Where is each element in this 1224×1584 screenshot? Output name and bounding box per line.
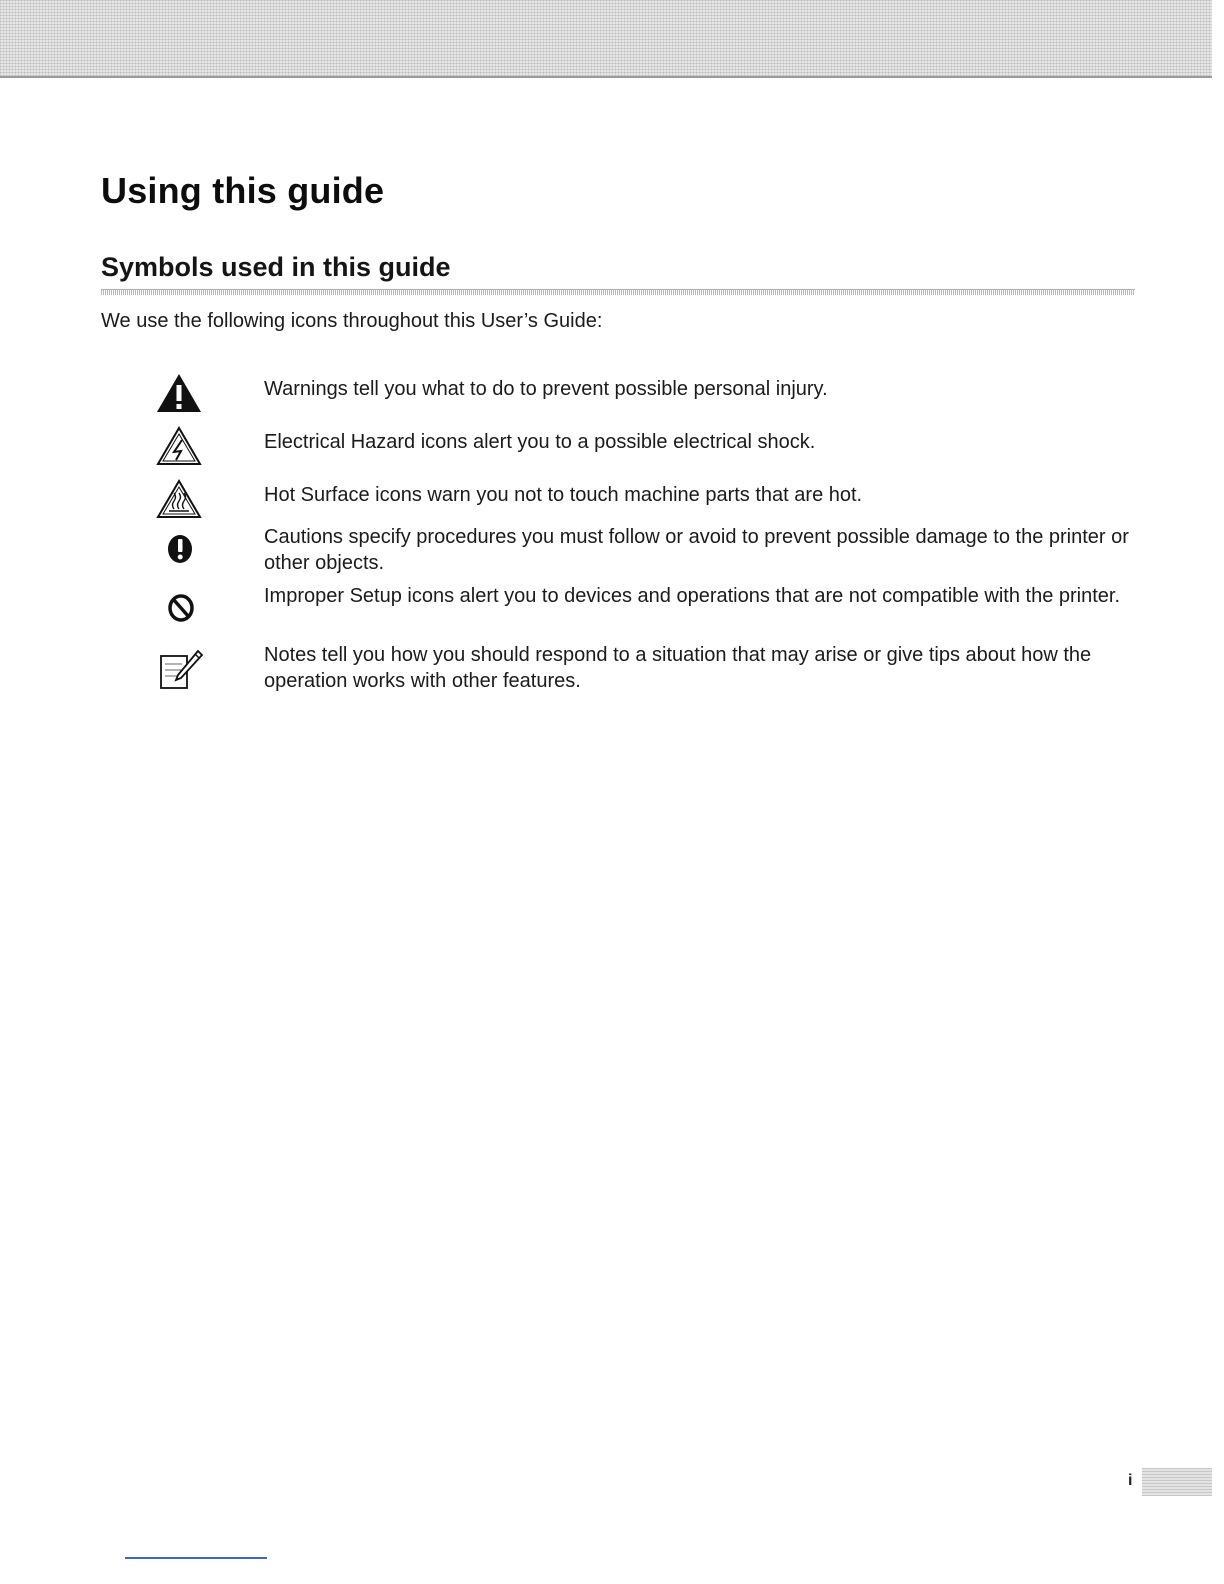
symbol-text: Warnings tell you what to do to prevent possible personal injury. <box>264 378 828 400</box>
section-title: Symbols used in this guide <box>101 252 451 282</box>
page-number: i <box>1128 1472 1133 1489</box>
improper-setup-icon <box>167 593 217 643</box>
footer-link-rule <box>125 1557 267 1559</box>
symbol-text: Electrical Hazard icons alert you to a possible electrical shock. <box>264 431 816 453</box>
hot-surface-icon <box>154 478 204 528</box>
symbol-text: Notes tell you how you should respond to a situation that may arise or give tips about how the operation works with other features. <box>264 644 1092 692</box>
page-title: Using this guide <box>101 170 385 211</box>
symbol-text: Improper Setup icons alert you to devices and operations that are not compatible with the printer. <box>264 585 1121 607</box>
symbol-text: Hot Surface icons warn you not to touch machine parts that are hot. <box>264 484 863 506</box>
section-divider <box>101 289 1135 295</box>
symbol-text: Cautions specify procedures you must follow or avoid to prevent possible damage to the printer or other objects. <box>264 526 1129 574</box>
page-number-tab <box>1142 1468 1212 1496</box>
caution-icon <box>167 534 217 584</box>
warning-icon <box>154 372 204 422</box>
note-icon <box>158 648 208 698</box>
electrical-hazard-icon <box>154 425 204 475</box>
intro-text: We use the following icons throughout this User’s Guide: <box>101 310 603 332</box>
header-band <box>0 0 1212 78</box>
